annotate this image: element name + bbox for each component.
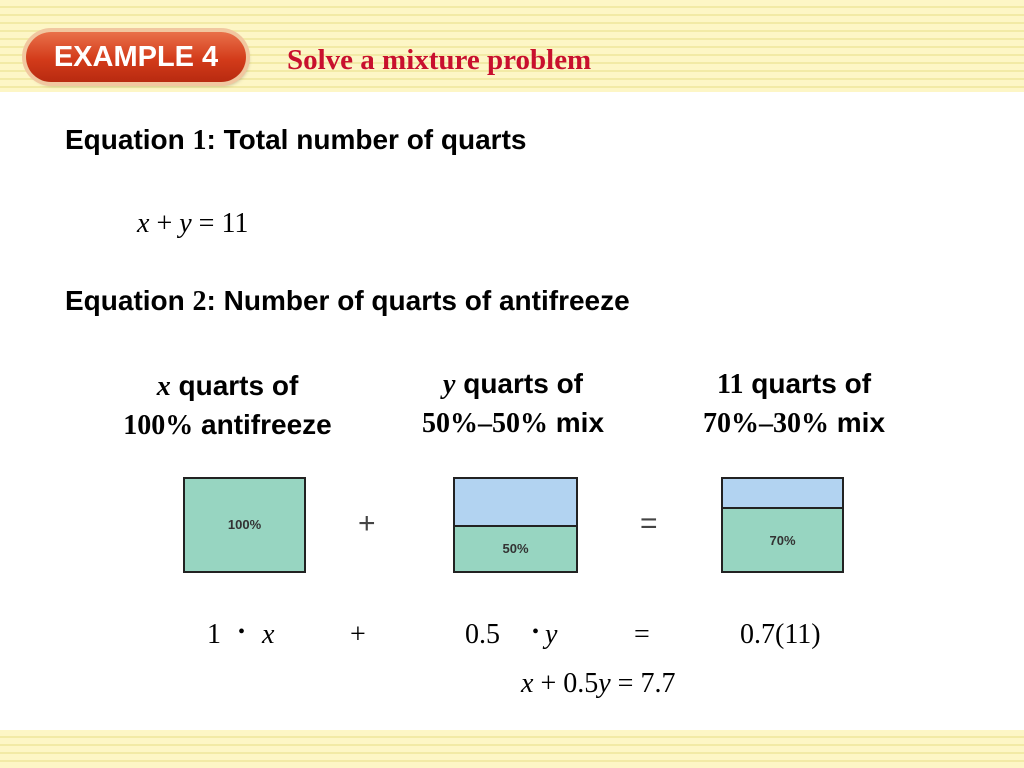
expr-var-y: y xyxy=(545,619,558,650)
final-mid: + 0.5 xyxy=(533,668,599,699)
col3-var: 11 xyxy=(716,369,744,400)
footer-band xyxy=(0,730,1024,768)
col3-line2: mix xyxy=(828,407,886,438)
equation2-heading xyxy=(65,285,630,318)
col2-pct: 50%–50% xyxy=(421,408,548,439)
container-70-percent xyxy=(721,477,844,573)
col1-line1: quarts of xyxy=(170,370,299,401)
expr-coef2: 0.5 xyxy=(465,619,500,650)
col3-line1: quarts of xyxy=(743,368,872,399)
eq1-x: x xyxy=(137,208,150,239)
final-equation xyxy=(521,668,675,700)
container3-label: 70% xyxy=(769,533,796,548)
container3-water xyxy=(723,479,842,509)
equation2-number: 2 xyxy=(192,286,207,317)
expr-dot2: • xyxy=(532,621,540,643)
eq1-rest: = 11 xyxy=(191,208,249,239)
equation1-number: 1 xyxy=(192,125,207,156)
container2-label: 50% xyxy=(502,541,529,556)
equation2-description: : Number of quarts of antifreeze xyxy=(206,285,630,316)
final-rest: = 7.7 xyxy=(610,668,676,699)
expr-result: 0.7(11) xyxy=(740,619,821,650)
eq1-y: y xyxy=(179,208,192,239)
diagram-equals: = xyxy=(640,507,658,540)
column-heading-pure-antifreeze xyxy=(80,367,375,445)
equation1-label: Equation xyxy=(65,124,193,155)
col1-line2: antifreeze xyxy=(193,409,332,440)
slide-title: Solve a mixture problem xyxy=(287,44,592,76)
column-heading-70-30-mix xyxy=(660,365,928,443)
equation1-formula xyxy=(137,208,248,240)
col3-pct: 70%–30% xyxy=(702,408,829,439)
expr-plus: + xyxy=(350,619,366,650)
expr-var-x: x xyxy=(262,619,275,650)
expr-equals: = xyxy=(634,619,650,650)
eq1-plus: + xyxy=(149,208,180,239)
container-50-percent xyxy=(453,477,578,573)
col2-var: y xyxy=(443,369,456,400)
diagram-plus: + xyxy=(358,507,376,540)
container1-label: 100% xyxy=(227,517,262,532)
equation1-heading xyxy=(65,124,526,157)
expr-dot1: • xyxy=(238,621,246,643)
col2-line2: mix xyxy=(547,407,605,438)
column-heading-50-50-mix xyxy=(378,365,648,443)
example-badge: EXAMPLE 4 xyxy=(26,32,246,82)
equation1-description: : Total number of quarts xyxy=(206,124,527,155)
final-x: x xyxy=(521,668,534,699)
final-y: y xyxy=(598,668,611,699)
container-100-percent xyxy=(183,477,306,573)
equation2-label: Equation xyxy=(65,285,193,316)
col1-var: x xyxy=(156,371,171,402)
container2-water xyxy=(455,479,576,527)
expr-coef1: 1 xyxy=(207,619,221,650)
col1-pct: 100% xyxy=(123,410,194,441)
col2-line1: quarts of xyxy=(455,368,583,399)
